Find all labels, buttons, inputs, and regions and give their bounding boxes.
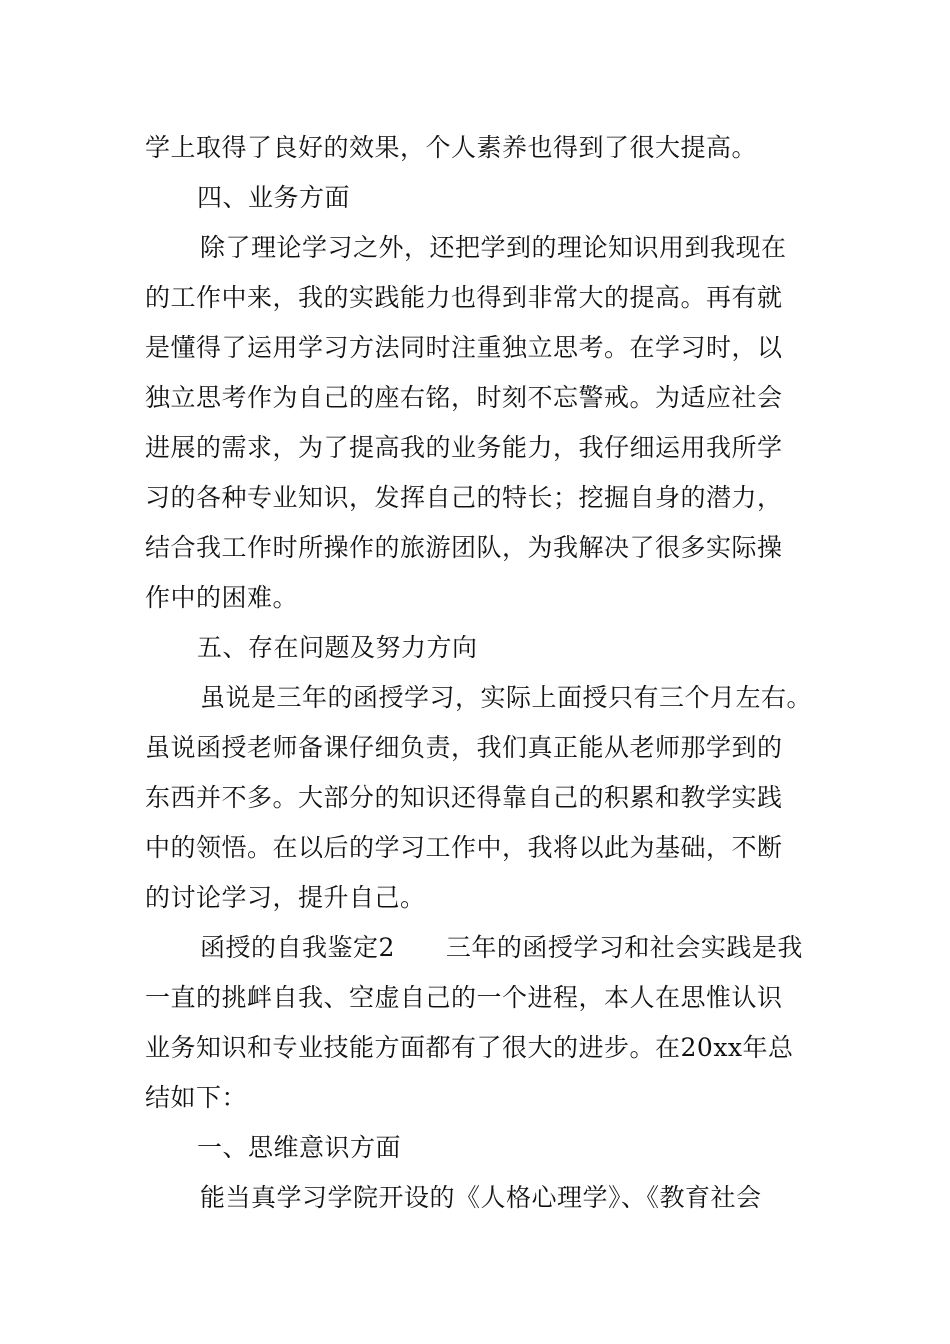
text-line: 学上取得了良好的效果，个人素养也得到了很大提高。 bbox=[145, 133, 758, 162]
text-line: 中的领悟。在以后的学习工作中，我将以此为基础，不断 bbox=[145, 833, 783, 862]
text-line: 结如下： bbox=[145, 1083, 248, 1112]
section-heading: 一、思维意识方面 bbox=[197, 1133, 402, 1162]
text-line: 函授的自我鉴定2 三年的函授学习和社会实践是我 bbox=[200, 933, 803, 962]
text-line: 一直的挑衅自我、空虚自己的一个进程，本人在思惟认识 bbox=[145, 983, 783, 1012]
text-line: 除了理论学习之外，还把学到的理论知识用到我现在 bbox=[200, 233, 787, 262]
section-heading: 四、业务方面 bbox=[197, 183, 351, 212]
text-line: 业务知识和专业技能方面都有了很大的进步。在20xx年总 bbox=[145, 1033, 794, 1062]
text-line: 的讨论学习，提升自己。 bbox=[145, 883, 426, 912]
section-heading: 五、存在问题及努力方向 bbox=[197, 633, 478, 662]
text-line: 虽说是三年的函授学习，实际上面授只有三个月左右。 bbox=[200, 683, 813, 712]
text-line: 结合我工作时所操作的旅游团队，为我解决了很多实际操 bbox=[145, 533, 783, 562]
text-line: 能当真学习学院开设的《人格心理学》、《教育社会 bbox=[200, 1183, 762, 1212]
text-line: 进展的需求，为了提高我的业务能力，我仔细运用我所学 bbox=[145, 433, 783, 462]
text-line: 东西并不多。大部分的知识还得靠自己的积累和教学实践 bbox=[145, 783, 783, 812]
text-line: 的工作中来，我的实践能力也得到非常大的提高。再有就 bbox=[145, 283, 783, 312]
text-line: 作中的困难。 bbox=[145, 583, 299, 612]
text-line: 独立思考作为自己的座右铭，时刻不忘警戒。为适应社会 bbox=[145, 383, 783, 412]
text-line: 习的各种专业知识，发挥自己的特长；挖掘自身的潜力， bbox=[145, 483, 783, 512]
text-line: 是懂得了运用学习方法同时注重独立思考。在学习时，以 bbox=[145, 333, 783, 362]
text-line: 虽说函授老师备课仔细负责，我们真正能从老师那学到的 bbox=[145, 733, 783, 762]
